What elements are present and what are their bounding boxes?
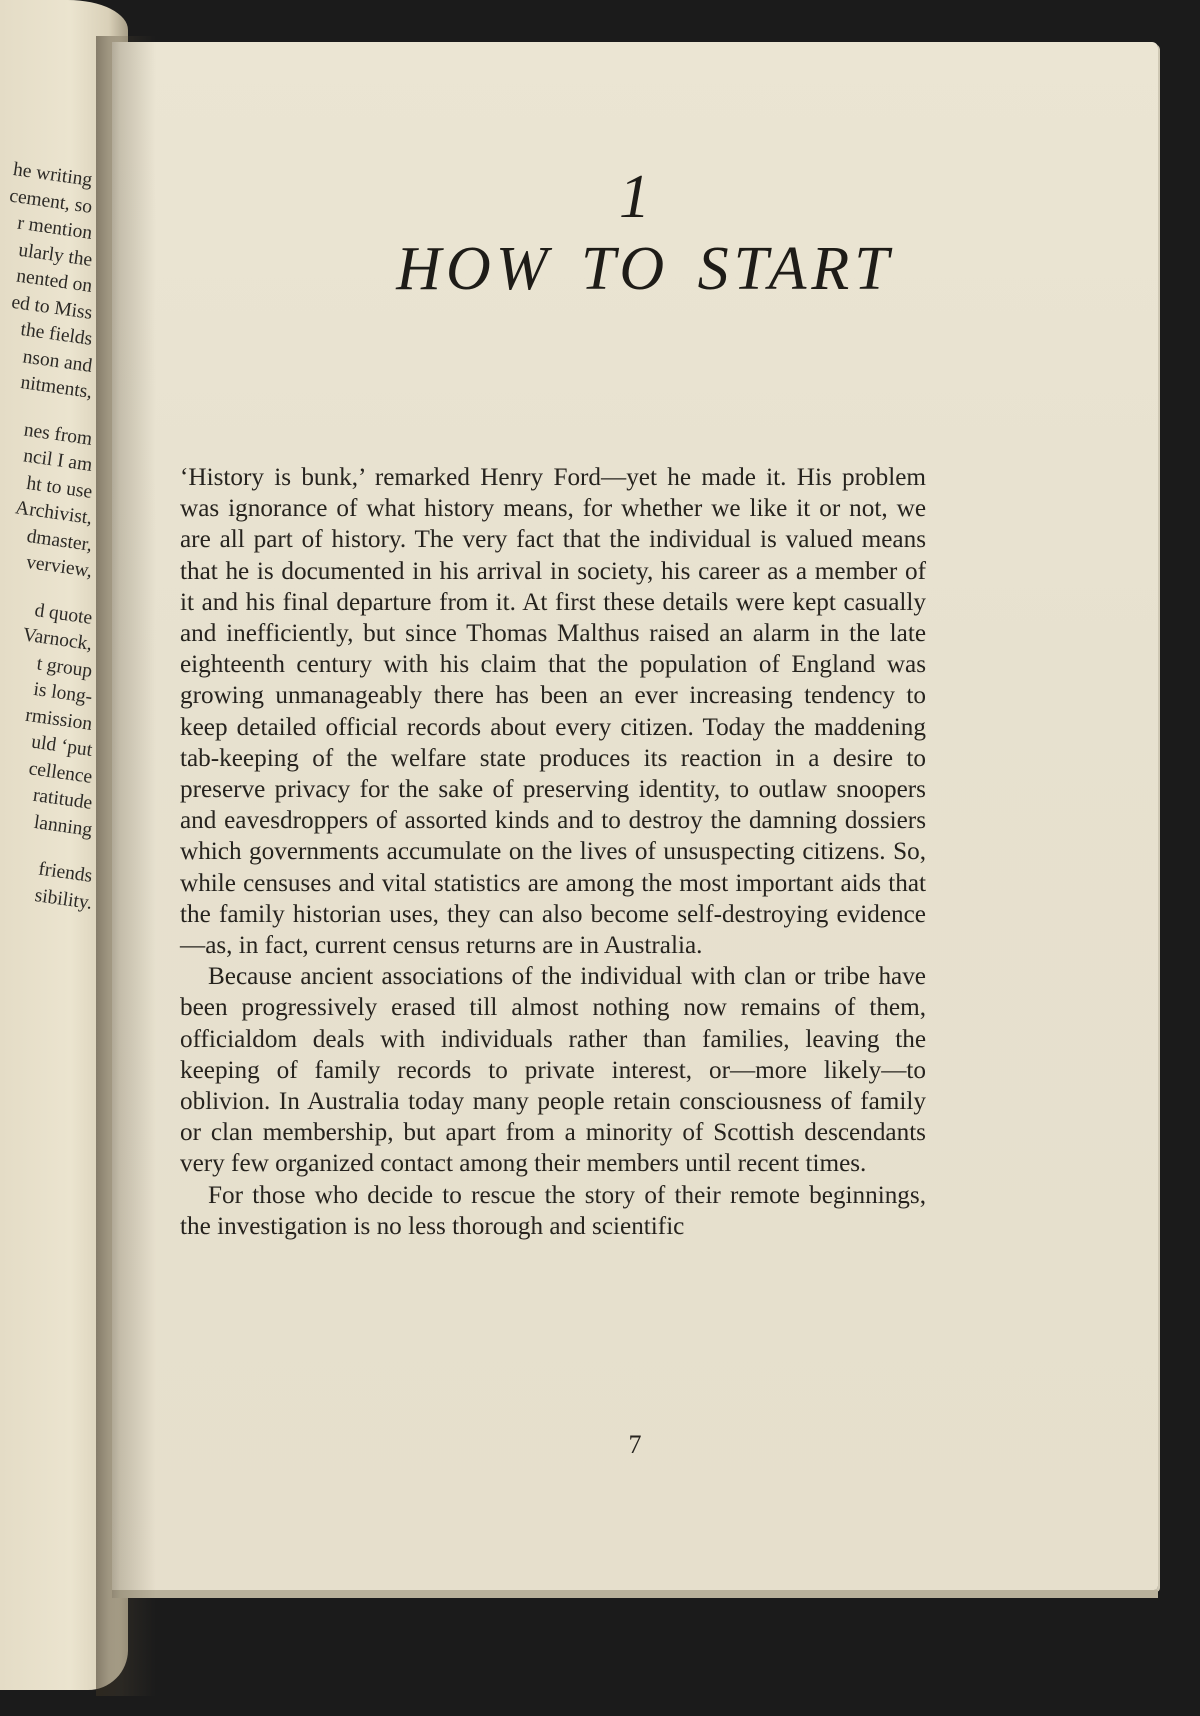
left-page-line: ratitude	[31, 784, 94, 814]
left-page-line: r mention	[16, 212, 94, 244]
left-page-line: ht to use	[25, 472, 94, 503]
left-page-line: dmaster,	[25, 525, 94, 556]
chapter-number: 1	[619, 163, 651, 231]
left-page-line: Archivist,	[13, 497, 94, 529]
left-facing-page	[0, 0, 128, 1690]
left-page-line: is long-	[32, 678, 94, 708]
left-page-line: nitments,	[19, 372, 94, 403]
left-page-line: the fields	[19, 319, 94, 350]
book-page	[112, 42, 1158, 1590]
paragraph: ‘History is bunk,’ remarked Henry Ford—yet he made it. His problem was ignorance of what history means, for whether we like it or not, we are all part of history. The very fact that the individual is valued means that he is documented in his arrival in society, his career as a member of it and his final departure from it. At first these details were kept casually and inefficiently, but since Thomas Malthus raised an alarm in the late eighteenth century with his claim that the population of England was growing unmanageably there has been an ever increasing tendency to keep detailed official records about every citizen. Today the maddening tab-keeping of the welfare state produces its reaction in a desire to preserve privacy for the sake of preserving identity, to outlaw snoopers and eavesdroppers of assorted kinds and to destroy the damning dossiers which governments accumulate on the lives of unsuspecting citizens. So, while censuses and vital statistics are among the most important aids that the family historian uses, they can also become self-destroying evidence—as, in fact, current census returns are in Australia.	[180, 464, 926, 960]
chapter-title: HOW TO START	[396, 235, 894, 303]
left-page-line: rmission	[24, 704, 94, 735]
left-page-line: cement, so	[8, 185, 94, 218]
left-page-line: uld ‘put	[30, 731, 94, 761]
paragraph: Because ancient associations of the individual with clan or tribe have been progressively erased till almost nothing now remains of them, officialdom deals with individuals rather than families, leaving the keeping of family records to private interest, or—more likely—to oblivion. In Australia today many people retain consciousness of family or clan membership, but apart from a minority of Scottish descendants very few organized contact among their members until recent times.	[180, 963, 926, 1178]
left-page-line: verview,	[24, 551, 94, 582]
left-page-line: nson and	[21, 345, 94, 377]
left-page-text	[0, 159, 94, 917]
left-page-line: ed to Miss	[10, 291, 94, 324]
left-page-line: nented on	[15, 265, 94, 297]
left-page-line: cellence	[27, 757, 94, 788]
body-text	[180, 462, 926, 1242]
left-page-line: sibility.	[33, 884, 94, 914]
page-edge	[112, 1590, 1158, 1598]
left-page-line: ularly the	[17, 239, 94, 271]
left-page-line: friends	[37, 858, 94, 887]
left-page-line: d quote	[33, 599, 94, 629]
left-page-line: ncil I am	[22, 445, 94, 476]
left-page-line: lanning	[32, 811, 94, 841]
page-number: 7	[628, 1430, 642, 1459]
left-page-line: nes from	[22, 419, 94, 450]
left-page-line: Varnock,	[21, 624, 94, 655]
left-page-line: he writing	[11, 159, 94, 191]
left-page-line: t group	[35, 652, 94, 682]
paragraph: For those who decide to rescue the story of their remote beginnings, the investigation is no less thorough and scientific	[180, 1181, 926, 1240]
